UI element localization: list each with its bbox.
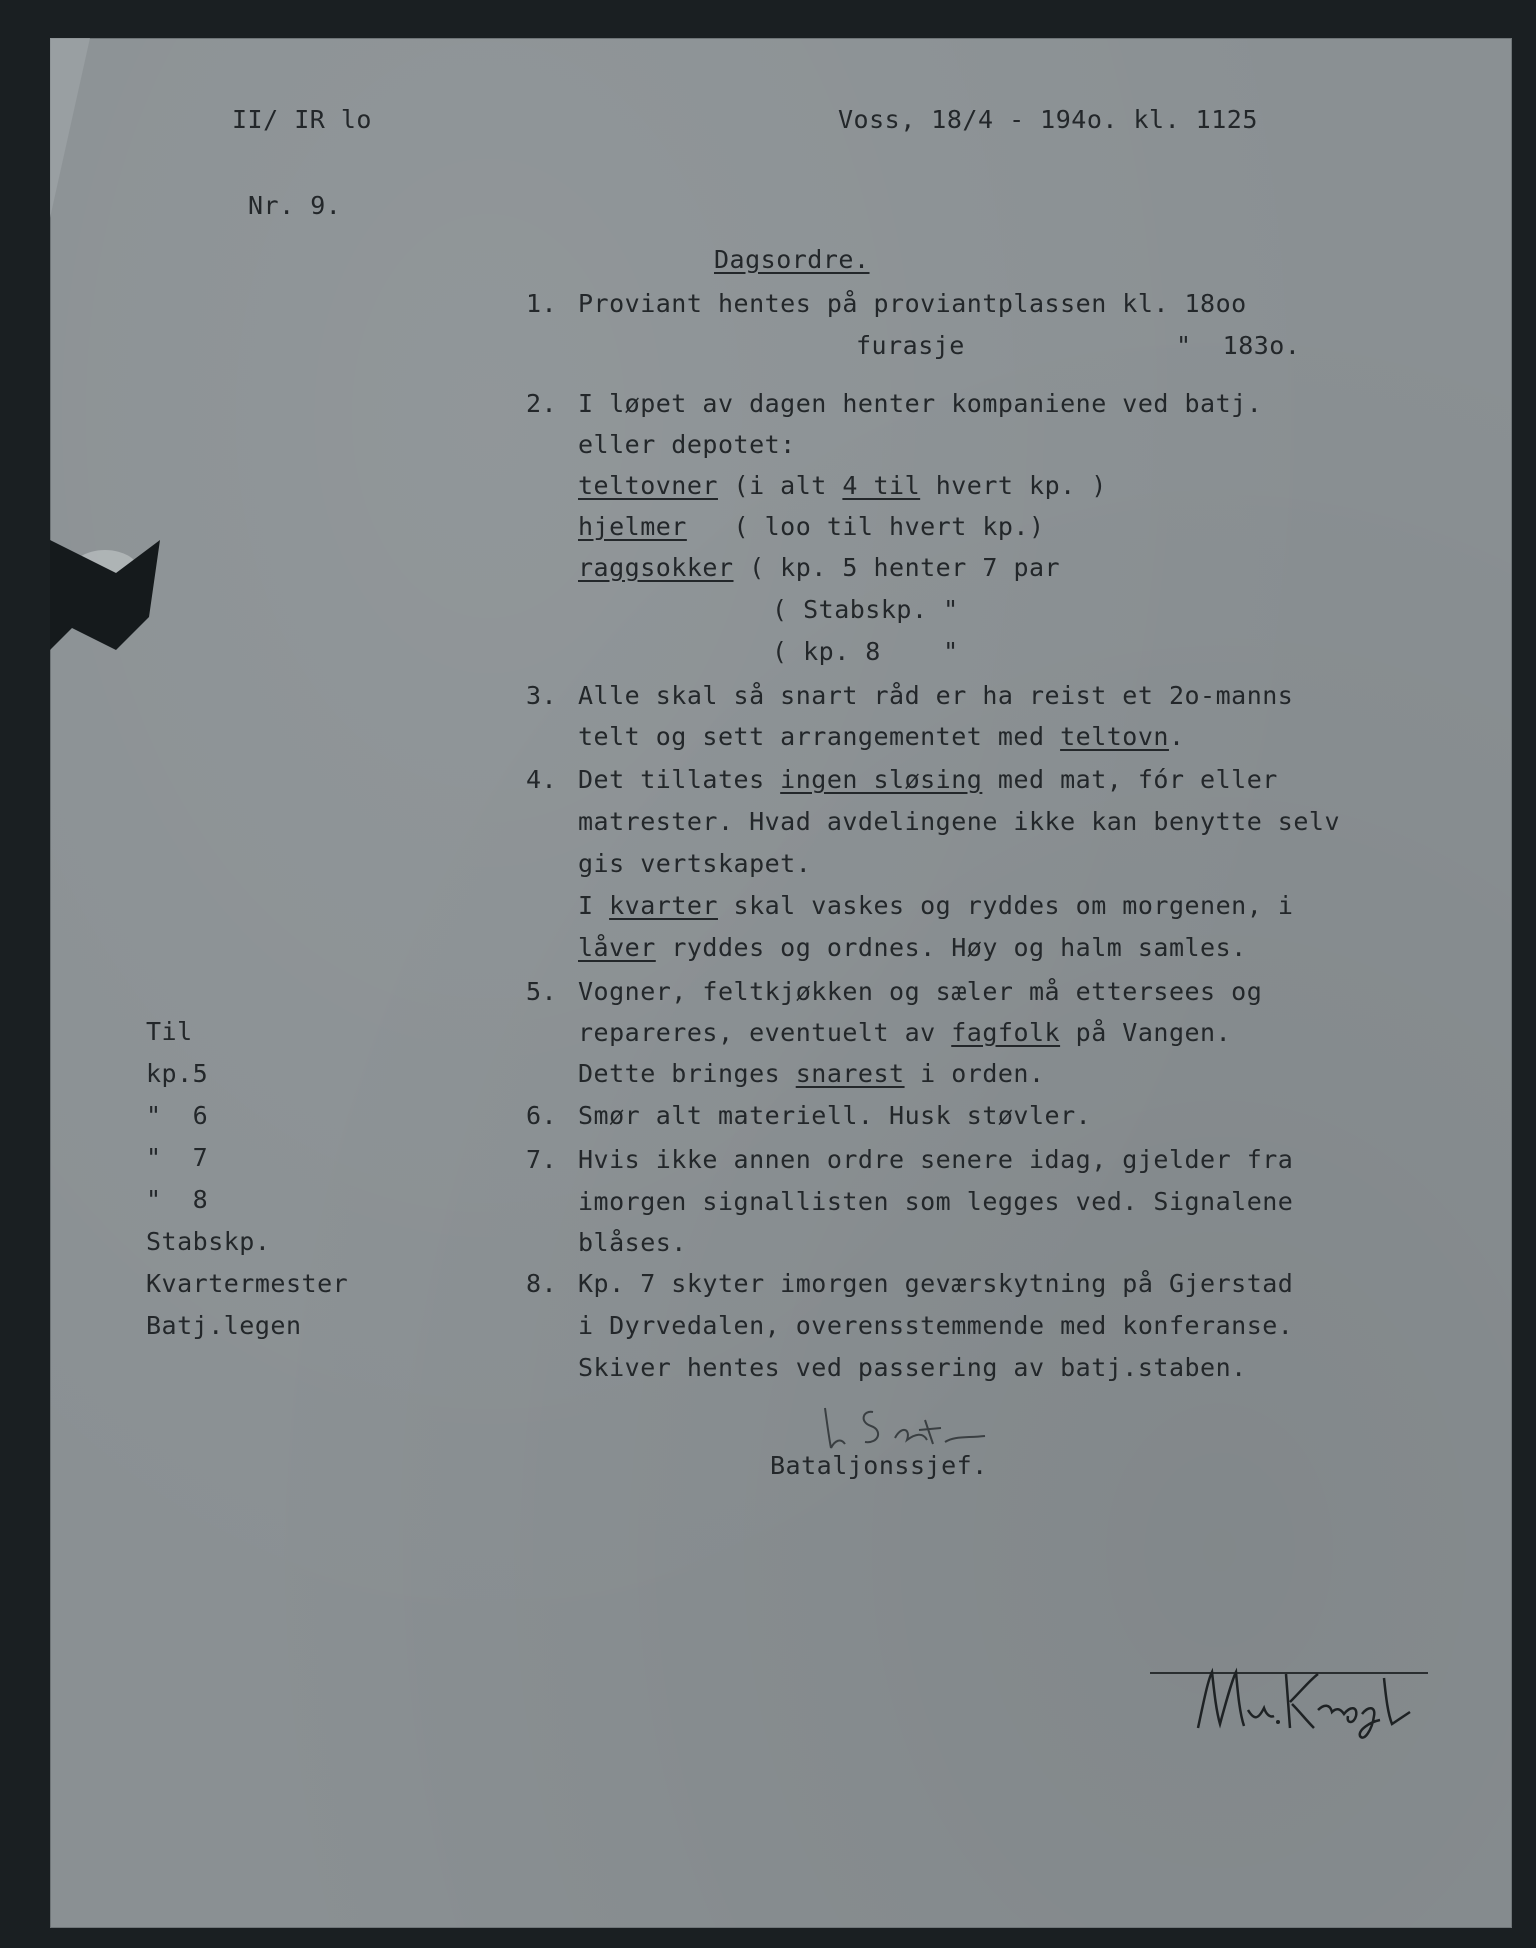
item-4-line-2: matrester. Hvad avdelingene ikke kan benytte selv bbox=[578, 807, 1341, 836]
item-4-line-1 bbox=[578, 766, 1278, 794]
text-span: Det tillates bbox=[578, 765, 781, 794]
item-2-hjelmer-line bbox=[578, 513, 1045, 541]
text-span: på Vangen. bbox=[1060, 1018, 1232, 1047]
item-7-line-1: Hvis ikke annen ordre senere idag, gjelder fra bbox=[578, 1145, 1294, 1174]
handwritten-signature bbox=[1186, 1650, 1426, 1750]
item-5-line-2 bbox=[578, 1019, 1231, 1047]
item-5-line-3 bbox=[578, 1060, 1045, 1088]
text-span: ryddes og ordnes. Høy og halm samles. bbox=[655, 933, 1247, 962]
distribution-entry: Batj.legen bbox=[146, 1311, 302, 1340]
item-1-furasje-time: " 183o. bbox=[1176, 331, 1301, 360]
item-2-teltovner-line bbox=[578, 472, 1107, 500]
item-2-stabskp: ( Stabskp. " bbox=[772, 595, 959, 624]
item-4-line-3: gis vertskapet. bbox=[578, 849, 812, 878]
distribution-entry: kp.5 bbox=[146, 1059, 209, 1088]
distribution-entry: Kvartermester bbox=[146, 1269, 349, 1298]
order-number: Nr. 9. bbox=[248, 191, 342, 220]
text-span: Dette bringes bbox=[578, 1059, 796, 1088]
text-span: hvert kp. ) bbox=[920, 471, 1107, 500]
item-8-line-1: Kp. 7 skyter imorgen geværskytning på Gjerstad bbox=[578, 1269, 1294, 1298]
item-number: 6. bbox=[526, 1101, 558, 1130]
text-span: I bbox=[578, 891, 610, 920]
item-7-line-2: imorgen signallisten som legges ved. Signalene bbox=[578, 1187, 1294, 1216]
distribution-entry: " 6 bbox=[146, 1101, 209, 1130]
item-3-line-2 bbox=[578, 723, 1185, 751]
item-number: 1. bbox=[526, 289, 558, 318]
distribution-entry: Stabskp. bbox=[146, 1227, 271, 1256]
item-number: 4. bbox=[526, 765, 558, 794]
underlined-text: låver bbox=[578, 933, 656, 962]
distribution-entry: " 7 bbox=[146, 1143, 209, 1172]
distribution-til: Til bbox=[146, 1017, 193, 1046]
text-span: skal vaskes og ryddes om morgenen, i bbox=[717, 891, 1294, 920]
text-span: (i alt bbox=[717, 471, 843, 500]
underlined-text: teltovn bbox=[1060, 722, 1169, 751]
item-number: 7. bbox=[526, 1145, 558, 1174]
text-span: ( loo til hvert kp.) bbox=[686, 512, 1045, 541]
item-7-line-3: blåses. bbox=[578, 1228, 687, 1257]
item-6-line-1: Smør alt materiell. Husk støvler. bbox=[578, 1101, 1092, 1130]
item-4-line-5 bbox=[578, 934, 1247, 962]
item-2-line-2: eller depotet: bbox=[578, 430, 796, 459]
text-span: i orden. bbox=[904, 1059, 1045, 1088]
signoff-role: Bataljonssjef. bbox=[770, 1451, 988, 1480]
item-2-kp8: ( kp. 8 " bbox=[772, 637, 959, 666]
item-3-line-1: Alle skal så snart råd er ha reist et 2o-manns bbox=[578, 681, 1294, 710]
teltovner-underlined: teltovner bbox=[578, 471, 718, 500]
item-number: 8. bbox=[526, 1269, 558, 1298]
item-4-line-4 bbox=[578, 892, 1293, 920]
underlined-text: ingen sløsing bbox=[780, 765, 983, 794]
underlined-text: fagfolk bbox=[951, 1018, 1061, 1047]
text-span: . bbox=[1168, 722, 1185, 751]
place-date-time: Voss, 18/4 - 194o. kl. 1125 bbox=[838, 105, 1258, 134]
item-5-line-1: Vogner, feltkjøkken og sæler må ettersees og bbox=[578, 977, 1263, 1006]
item-8-line-2: i Dyrvedalen, overensstemmende med konferanse. bbox=[578, 1311, 1294, 1340]
item-number: 3. bbox=[526, 681, 558, 710]
hjelmer-underlined: hjelmer bbox=[578, 512, 687, 541]
distribution-entry: " 8 bbox=[146, 1185, 209, 1214]
item-number: 5. bbox=[526, 977, 558, 1006]
text-span: ( kp. 5 henter 7 par bbox=[733, 553, 1061, 582]
underlined-text: kvarter bbox=[609, 891, 718, 920]
unit-designation: II/ IR lo bbox=[232, 105, 372, 134]
text-span: med mat, fór eller bbox=[982, 765, 1278, 794]
handwritten-initials bbox=[815, 1398, 1015, 1458]
folded-corner bbox=[50, 38, 90, 218]
item-number: 2. bbox=[526, 389, 558, 418]
text-span: telt og sett arrangementet med bbox=[578, 722, 1061, 751]
text-span: repareres, eventuelt av bbox=[578, 1018, 952, 1047]
item-8-line-3: Skiver hentes ved passering av batj.staben. bbox=[578, 1353, 1247, 1382]
raggsokker-underlined: raggsokker bbox=[578, 553, 734, 582]
document-title: Dagsordre. bbox=[714, 245, 870, 274]
item-2-line-1: I løpet av dagen henter kompaniene ved batj. bbox=[578, 389, 1263, 418]
item-1-furasje: furasje bbox=[856, 331, 965, 360]
item-1-line-1: Proviant hentes på proviantplassen kl. 18oo bbox=[578, 289, 1247, 318]
underlined-text: 4 til bbox=[842, 471, 921, 500]
item-2-raggsokker-line bbox=[578, 554, 1060, 582]
underlined-text: snarest bbox=[795, 1059, 905, 1088]
